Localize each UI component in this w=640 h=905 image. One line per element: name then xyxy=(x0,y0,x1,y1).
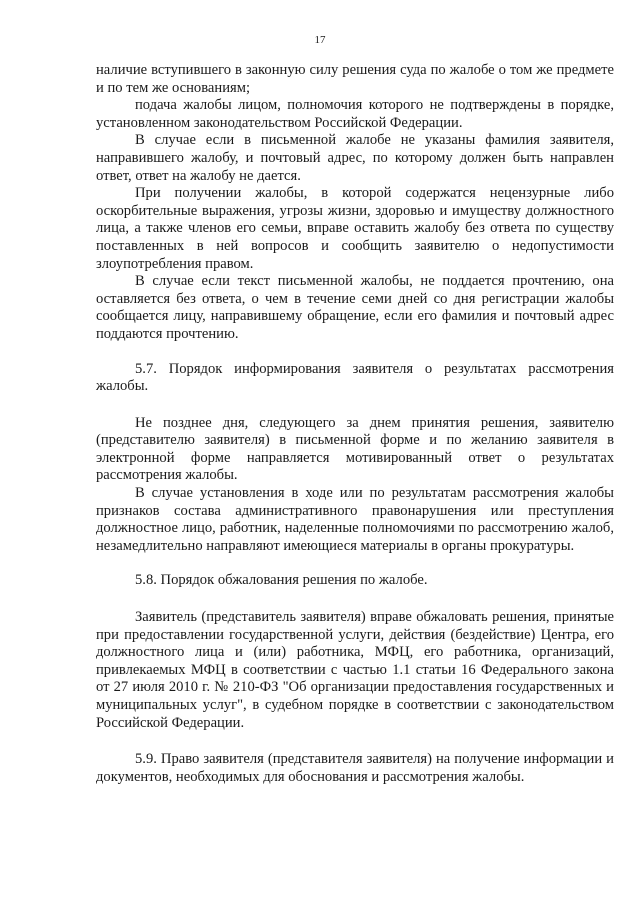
paragraph-unconfirmed-authority: подача жалобы лицом, полномочия которого не подтверждены в порядке, установленном законодательством Российской Федерации. xyxy=(96,97,614,131)
document-body xyxy=(96,62,614,786)
paragraph-reply-deadline: Не позднее дня, следующего за днем принятия решения, заявителю (представителю заявителя) в письменной форме и по желанию заявителя в электронной форме направляется мотивированный ответ о результатах рассмотрения жалобы. xyxy=(96,414,614,484)
paragraph-offense-signs: В случае установления в ходе или по результатам рассмотрения жалобы признаков состава административного правонарушения или преступления должностное лицо, работник, наделенные полномочиями по рассмотрению жалоб, незамедлительно направляют имеющиеся материалы в органы прокуратуры. xyxy=(96,485,614,554)
paragraph-no-name-address: В случае если в письменной жалобе не указаны фамилия заявителя, направившего жалобу, и почтовый адрес, по которому должен быть направлен ответ, ответ на жалобу не дается. xyxy=(96,132,614,184)
paragraph-unreadable-text: В случае если текст письменной жалобы, не поддается прочтению, она оставляется без ответа, о чем в течение семи дней со дня регистрации жалобы сообщается лицу, направившему обращение, если его фамилия и почтовый адрес поддаются прочтению. xyxy=(96,273,614,342)
page-number: 17 xyxy=(314,34,326,46)
section-heading-5-9: 5.9. Право заявителя (представителя заявителя) на получение информации и документов, необходимых для обоснования и рассмотрения жалобы. xyxy=(96,751,614,785)
section-heading-5-7: 5.7. Порядок информирования заявителя о результатах рассмотрения жалобы. xyxy=(96,360,614,395)
paragraph-obscene-content: При получении жалобы, в которой содержатся нецензурные либо оскорбительные выражения, угрозы жизни, здоровью и имуществу должностного лица, а также членов его семьи, вправе оставить жалобу без ответа по существу поставленных в ней вопросов и сообщить заявителю о недопустимости злоупотребления правом. xyxy=(96,185,614,272)
paragraph-court-decision: наличие вступившего в законную силу решения суда по жалобе о том же предмете и по тем же основаниям; xyxy=(96,62,614,96)
paragraph-appeal-right: Заявитель (представитель заявителя) вправе обжаловать решения, принятые при предоставлении государственной услуги, действия (бездействие) Центра, его должностного лица и (или) работника, МФЦ, его работника, организаций, привлекаемых МФЦ в соответствии с частью 1.1 статьи 16 Федерального закона от 27 июля 2010 г. № 210-ФЗ "Об организации предоставления государственных и муниципальных услуг", в судебном порядке в соответствии с законодательством Российской Федерации. xyxy=(96,609,614,731)
section-heading-5-8: 5.8. Порядок обжалования решения по жалобе. xyxy=(135,572,428,589)
